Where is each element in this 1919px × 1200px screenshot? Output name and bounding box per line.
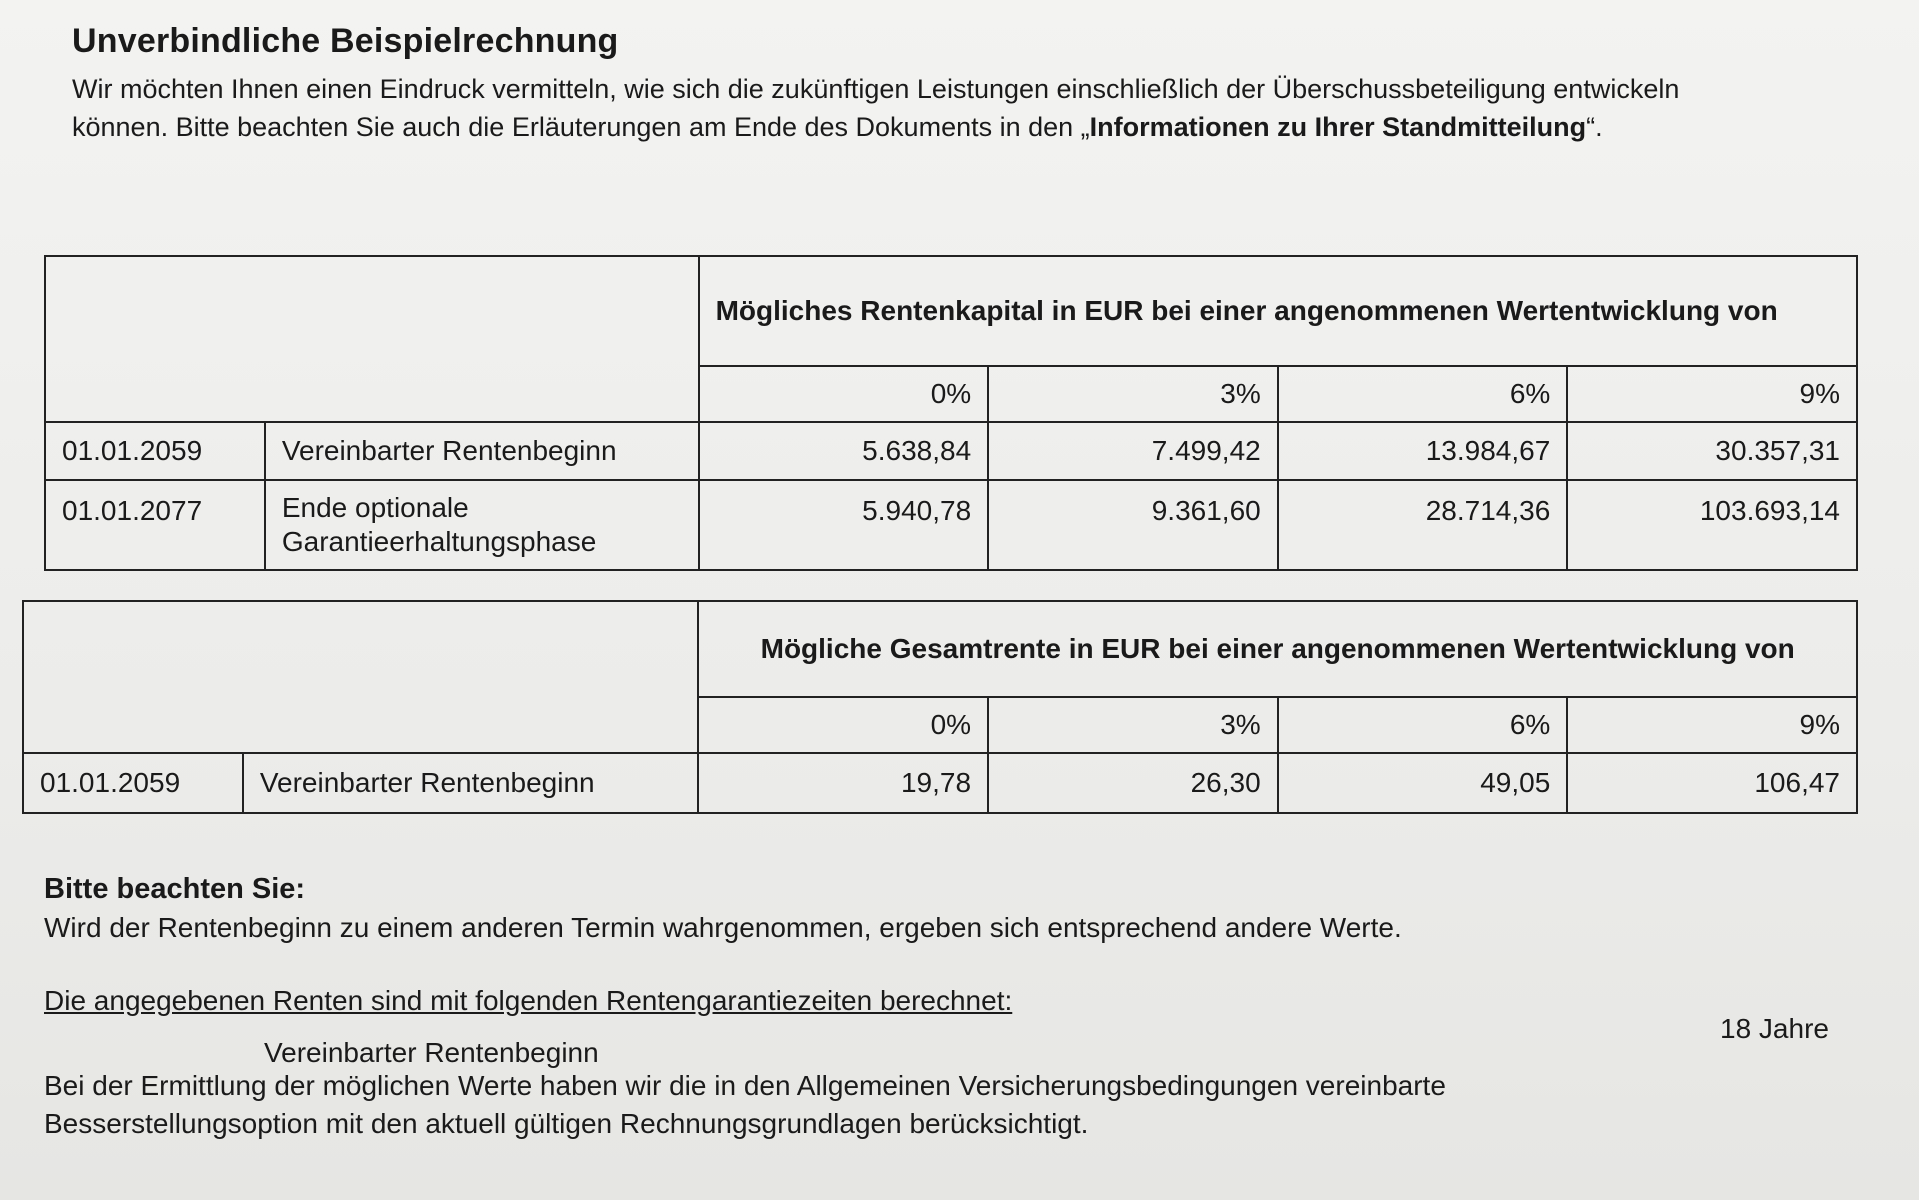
row-label: Vereinbarter Rentenbeginn	[243, 753, 699, 813]
row-value: 7.499,42	[988, 422, 1278, 480]
gesamtrente-table	[22, 600, 1858, 814]
table2-header: Mögliche Gesamtrente in EUR bei einer angenommenen Wertentwicklung von	[698, 601, 1857, 697]
row-value: 9.361,60	[988, 480, 1278, 570]
guarantee-value: 18 Jahre	[1720, 1013, 1829, 1044]
rentenkapital-table	[44, 255, 1858, 571]
row-label: Ende optionale Garantieerhaltungsphase	[265, 480, 699, 570]
table1-percent: 9%	[1567, 366, 1857, 422]
intro-paragraph	[72, 70, 1712, 146]
intro-text-part1: Wir möchten Ihnen einen Eindruck vermitteln, wie sich die zukünftigen Leistungen einschließlich der Überschussbeteiligung entwickeln können. Bitte beachten Sie auch die Erläuterungen am Ende des Dokuments in den „	[72, 74, 1680, 142]
table-row	[45, 480, 1857, 570]
notes-heading: Bitte beachten Sie:	[44, 873, 306, 905]
notes-line-2: Die angegebenen Renten sind mit folgenden Rentengarantiezeiten berechnet:	[44, 985, 1013, 1016]
table1-percent: 3%	[988, 366, 1278, 422]
row-value: 13.984,67	[1278, 422, 1568, 480]
row-value: 106,47	[1567, 753, 1857, 813]
row-value: 49,05	[1278, 753, 1568, 813]
row-date: 01.01.2059	[45, 422, 265, 480]
row-value: 5.638,84	[699, 422, 989, 480]
table-row	[45, 422, 1857, 480]
table1-percent: 6%	[1278, 366, 1568, 422]
table-row	[23, 753, 1857, 813]
table1-empty-corner	[45, 256, 699, 422]
table2-percent: 0%	[698, 697, 988, 753]
table2-percent: 6%	[1278, 697, 1568, 753]
document-title: Unverbindliche Beispielrechnung	[72, 22, 619, 60]
row-value: 103.693,14	[1567, 480, 1857, 570]
notes-line-4: Bei der Ermittlung der möglichen Werte haben wir die in den Allgemeinen Versicherungsbedingungen vereinbarte Besserstellungsoption mit den aktuell gültigen Rechnungsgrundlagen berücksichtigt.	[44, 1070, 1446, 1139]
table2-empty-corner	[23, 601, 698, 753]
table2-percent: 3%	[988, 697, 1278, 753]
notes-line-1: Wird der Rentenbeginn zu einem anderen Termin wahrgenommen, ergeben sich entsprechend andere Werte.	[44, 912, 1402, 943]
row-value: 19,78	[698, 753, 988, 813]
row-value: 30.357,31	[1567, 422, 1857, 480]
intro-text-bold: Informationen zu Ihrer Standmitteilung	[1089, 112, 1587, 142]
row-value: 5.940,78	[699, 480, 989, 570]
row-date: 01.01.2077	[45, 480, 265, 570]
table2-percent: 9%	[1567, 697, 1857, 753]
table1-header: Mögliches Rentenkapital in EUR bei einer angenommenen Wertentwicklung von	[699, 256, 1857, 366]
row-date: 01.01.2059	[23, 753, 243, 813]
intro-text-part2: “.	[1586, 112, 1603, 142]
row-label: Vereinbarter Rentenbeginn	[265, 422, 699, 480]
guarantee-label: Vereinbarter Rentenbeginn	[264, 1037, 599, 1068]
row-value: 26,30	[988, 753, 1278, 813]
table1-percent: 0%	[699, 366, 989, 422]
row-value: 28.714,36	[1278, 480, 1568, 570]
